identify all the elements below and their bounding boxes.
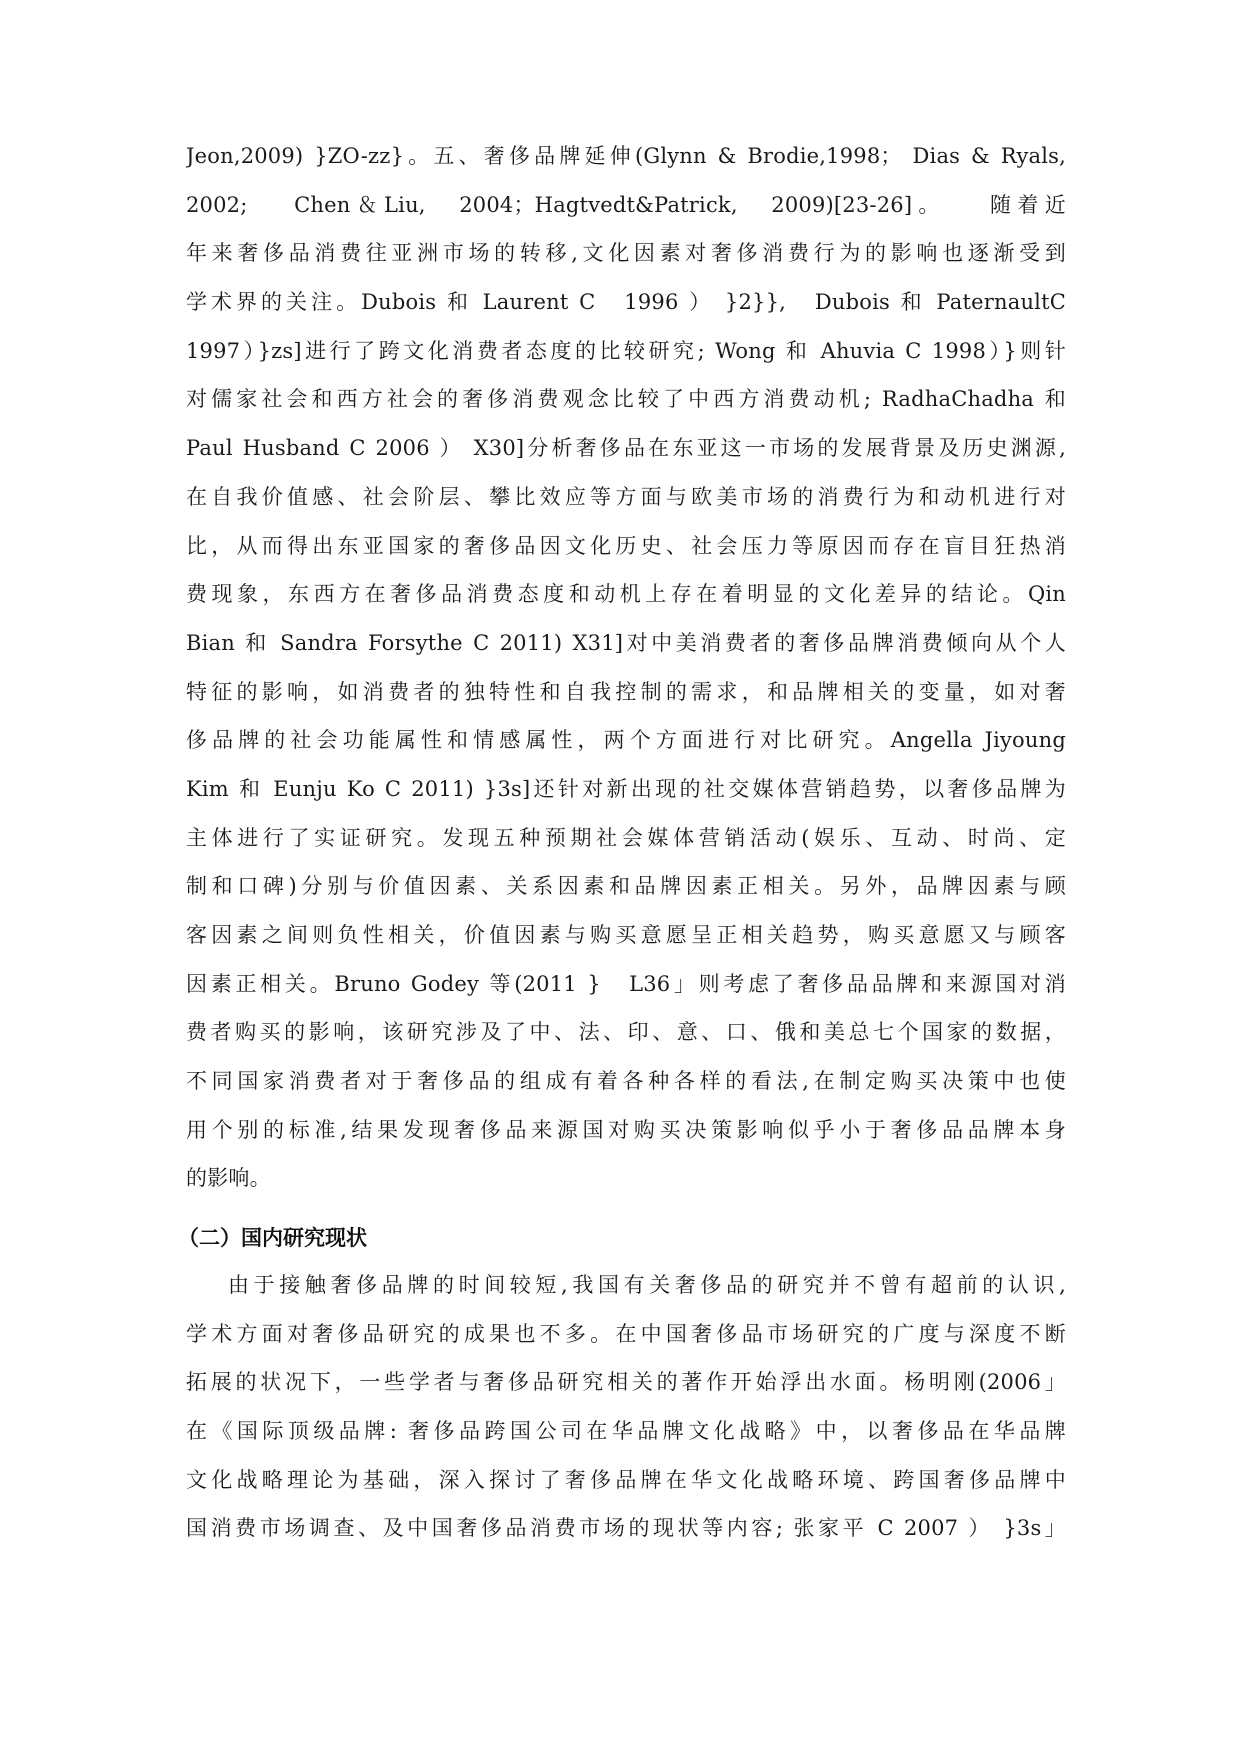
text-line: 在《国际顶级品牌: 奢侈品跨国公司在华品牌文化战略》中，以奢侈品在华品牌	[186, 1419, 1066, 1444]
text-line: 客因素之间则负性相关，价值因素与购买意愿呈正相关趋势，购买意愿又与顾客	[186, 923, 1066, 947]
text-line: Jeon,2009) }ZO-zz}。五、奢侈品牌延伸(Glynn & Brodie,1998； Dias & Ryals,	[186, 144, 1066, 168]
text-line: 特征的影响，如消费者的独特性和自我控制的需求，和品牌相关的变量，如对奢	[186, 679, 1066, 704]
text-line: Kim 和 Eunju Ko C 2011) }3s]还针对新出现的社交媒体营销趋势，以奢侈品牌为	[186, 776, 1066, 801]
text-line: 国消费市场调查、及中国奢侈品消费市场的现状等内容; 张家平 C 2007 ） }3s」	[186, 1516, 1066, 1541]
text-line: 2002; Chen＆Liu, 2004；Hagtvedt&Patrick, 2009)[23-26]。 随着近	[186, 192, 1066, 217]
text-line: Bian 和 Sandra Forsythe C 2011) X31]对中美消费者的奢侈品牌消费倾向从个人	[186, 630, 1066, 655]
text-line: 年来奢侈品消费往亚洲市场的转移,文化因素对奢侈消费行为的影响也逐渐受到	[186, 241, 1066, 266]
section-heading: （二）国内研究现状	[178, 1226, 367, 1250]
paragraph-international-research	[186, 132, 1066, 1203]
paragraph-domestic-research	[186, 1261, 1066, 1553]
text-line: 1997）}zs]进行了跨文化消费者态度的比较研究; Wong 和 Ahuvia C 1998）}则针	[186, 338, 1066, 363]
text-line: 侈品牌的社会功能属性和情感属性，两个方面进行对比研究。Angella Jiyoung	[186, 728, 1066, 753]
text-line: 不同国家消费者对于奢侈品的组成有着各种各样的看法,在制定购买决策中也使	[186, 1069, 1066, 1094]
text-line: Paul Husband C 2006 ） X30]分析奢侈品在东亚这一市场的发展背景及历史渊源,	[186, 436, 1066, 461]
text-line: 用个别的标准,结果发现奢侈品来源国对购买决策影响似乎小于奢侈品品牌本身	[186, 1117, 1066, 1142]
text-line: 拓展的状况下，一些学者与奢侈品研究相关的著作开始浮出水面。杨明刚(2006」	[186, 1370, 1066, 1395]
text-line: 制和口碑)分别与价值因素、关系因素和品牌因素正相关。另外，品牌因素与顾	[186, 874, 1066, 899]
text-line: 费者购买的影响，该研究涉及了中、法、印、意、口、俄和美总七个国家的数据，	[186, 1020, 1066, 1045]
text-line: 主体进行了实证研究。发现五种预期社会媒体营销活动(娱乐、互动、时尚、定	[186, 825, 1066, 850]
text-line: 对儒家社会和西方社会的奢侈消费观念比较了中西方消费动机; RadhaChadha 和	[186, 387, 1066, 412]
text-line: 在自我价值感、社会阶层、攀比效应等方面与欧美市场的消费行为和动机进行对	[186, 484, 1066, 509]
text-line: 学术方面对奢侈品研究的成果也不多。在中国奢侈品市场研究的广度与深度不断	[186, 1321, 1066, 1346]
text-line: 的影响。	[186, 1166, 271, 1191]
text-line: 由于接触奢侈品牌的时间较短,我国有关奢侈品的研究并不曾有超前的认识,	[228, 1273, 1066, 1297]
text-line: 学术界的关注。Dubois 和 Laurent C 1996 ） }2}}, Dubois 和 PaternaultC	[186, 290, 1066, 315]
text-line: 文化战略理论为基础，深入探讨了奢侈品牌在华文化战略环境、跨国奢侈品牌中	[186, 1467, 1066, 1492]
text-line: 因素正相关。Bruno Godey 等(2011 } L36」则考虑了奢侈品品牌和来源国对消	[186, 971, 1066, 996]
text-line: 比，从而得出东亚国家的奢侈品因文化历史、社会压力等原因而存在盲目狂热消	[186, 533, 1066, 558]
text-line: 费现象，东西方在奢侈品消费态度和动机上存在着明显的文化差异的结论。Qin	[186, 582, 1066, 607]
